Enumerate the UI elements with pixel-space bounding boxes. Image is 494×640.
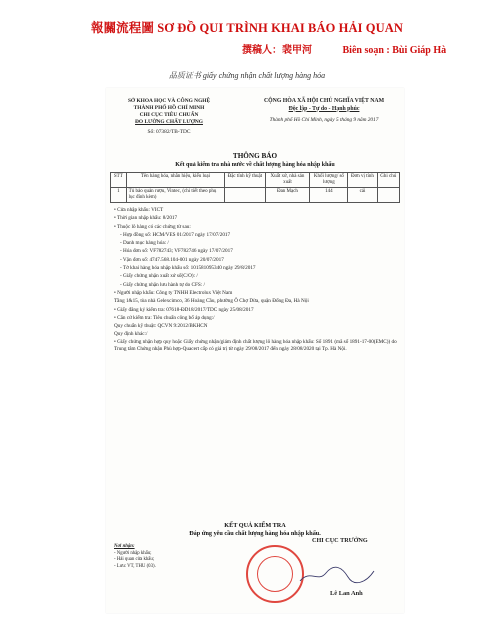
field-customs-declaration — [114, 264, 400, 272]
field-label: - Danh mục hàng hóa — [120, 240, 165, 247]
field-label: - Vận đơn số — [120, 256, 147, 263]
lh-line-1: SỞ KHOA HỌC VÀ CÔNG NGHỆ — [127, 98, 211, 104]
field-label: - Tờ khai hàng hóa nhập khẩu số — [120, 265, 188, 272]
field-certificate: • Giấy chứng nhận hợp quy hoặc Giấy chứng nhận/giám định chất lượng lô hàng hóa nhập khẩu: Số 1891 (mã số 1891-17-00(EMC)) do Trung tâm Chứng nhận Phù hợp-Quacert cấp có giá trị từ ngày 29/08/2017 đến ngày 28/08/2020 tại Tp. Hà Nội. — [114, 338, 397, 353]
col-header: Đơn vị tính — [348, 173, 377, 188]
field-value: : VICT — [148, 207, 164, 213]
field-origin-cert — [114, 272, 400, 280]
table-cell: 144 — [310, 188, 348, 203]
field-address: Tầng 1&15, tòa nhà Gelexcimco, 36 Hoàng Cầu, phường Ô Chợ Dừa, quận Đống Đa, Hà Nội — [114, 298, 309, 305]
result-title: KẾT QUẢ KIỂM TRA — [224, 522, 286, 529]
page-header-authors — [242, 41, 446, 56]
author-vn: Biên soạn : Bùi Giáp Hà — [342, 45, 447, 56]
field-label: - Hóa đơn số — [120, 248, 147, 255]
col-header: STT — [111, 173, 127, 188]
field-value: : VF782743; VF782746 ngày 17/07/2017 — [146, 248, 233, 255]
field-cfs — [114, 281, 400, 289]
field-docs — [114, 223, 400, 231]
signature — [296, 563, 396, 587]
field-label: • Căn cứ kiểm tra — [114, 314, 151, 321]
field-value: : / — [164, 240, 169, 247]
lh-line-4: ĐO LƯỜNG CHẤT LƯỢNG — [135, 119, 203, 125]
field-label: • Thời gian nhập khẩu — [114, 215, 160, 222]
field-value: : Công ty TNHH Electrolux Việt Nam — [153, 289, 233, 296]
field-label: - Giấy chứng nhận lưu hành tự do CFS — [120, 281, 201, 288]
lh-line-2: THÀNH PHỐ HỒ CHÍ MINH — [133, 105, 205, 111]
field-registration — [114, 306, 400, 314]
image-caption: 品质证书 giấy chứng nhận chất lượng hàng hóa — [168, 71, 326, 80]
field-label: - Giấy chứng nhận xuất xứ số(C/O) — [120, 273, 194, 280]
page-header-title: 報關流程圖 SƠ ĐỒ QUI TRÌNH KHAI BÁO HẢI QUAN — [90, 21, 404, 35]
author-cn: 撰稿人：裴甲河 — [242, 45, 312, 56]
field-value: : HCM/VES 01/2017 ngày 17/07/2017 — [149, 231, 231, 238]
field-value: : 8/2017 — [159, 215, 178, 222]
field-value: : 101581095340 ngày 29/8/2017 — [187, 265, 256, 272]
field-value: Quy định khác:/ — [114, 331, 148, 338]
rh-line-2: Độc lập - Tự do - Hạnh phúc — [288, 105, 360, 112]
right-letterhead — [246, 98, 402, 125]
table-cell: Đan Mạch — [265, 188, 310, 203]
doc-number: Số: 07382/TB-TDC — [147, 129, 191, 135]
recipients — [114, 544, 156, 570]
table-cell: Tủ bảo quản rượu, Vintec, (chi tiết theo phụ lục đính kèm) — [126, 188, 225, 203]
table-header-row — [111, 173, 400, 188]
field-label: - Hợp đồng số — [120, 231, 150, 238]
table-cell: 1 — [111, 188, 127, 203]
lh-line-3: CHI CỤC TIÊU CHUẨN — [139, 112, 199, 118]
signer-title: CHI CỤC TRƯỞNG — [312, 537, 368, 544]
field-import-time — [114, 214, 400, 222]
field-importer — [114, 289, 400, 297]
document-body — [114, 206, 400, 354]
result-text: Đáp ứng yêu cầu chất lượng hàng hóa nhập khẩu. — [189, 530, 321, 537]
recipient-item: - Hải quan cửa khẩu; — [114, 557, 155, 563]
col-header: Ghi chú — [377, 173, 399, 188]
field-goods-list — [114, 239, 400, 247]
field-label: • Người nhập khẩu — [114, 289, 154, 296]
field-basis-3 — [114, 330, 400, 338]
notice-subtitle: Kết quả kiểm tra nhà nước về chất lượng hàng hóa nhập khẩu — [175, 162, 335, 168]
left-letterhead — [106, 98, 232, 136]
scanned-document — [106, 88, 404, 613]
field-value: : 4747.568.104-001 ngày 20/07/2017 — [146, 256, 224, 263]
table-cell — [377, 188, 399, 203]
col-header: Khối lượng/ số lượng — [310, 173, 348, 188]
field-basis — [114, 314, 400, 322]
signer-name: Lê Lan Anh — [330, 590, 363, 597]
field-value: : / — [200, 281, 205, 288]
field-label: • Giấy đăng ký kiểm tra — [114, 306, 164, 313]
field-value: : 07618-ĐD18/2017/TDC ngày 25/08/2017 — [163, 306, 254, 313]
date-line: Thành phố Hồ Chí Minh, ngày 5 tháng 9 năm 2017 — [269, 117, 379, 123]
field-basis-2 — [114, 322, 400, 330]
recipient-item: - Lưu: VT, THU (03). — [114, 563, 156, 569]
recipients-title: Nơi nhận: — [114, 544, 135, 549]
inspection-result — [106, 522, 404, 538]
field-import-gate — [114, 206, 400, 214]
table-row — [111, 188, 400, 203]
field-invoice — [114, 247, 400, 255]
field-bill-of-lading — [114, 256, 400, 264]
rh-line-1: CỘNG HÒA XÃ HỘI CHỦ NGHĨA VIỆT NAM — [263, 98, 385, 104]
table-cell — [225, 188, 265, 203]
col-header: Tên hàng hóa, nhãn hiệu, kiểu loại — [126, 173, 225, 188]
col-header: Đặc tính kỹ thuật — [225, 173, 265, 188]
table-cell: cái — [348, 188, 377, 203]
field-value: Quy chuẩn kỹ thuật: QCVN 9:2012/BKHCN — [114, 323, 208, 330]
field-label: • Cửa nhập khẩu — [114, 207, 149, 213]
field-value: : Tiêu chuẩn công bố áp dụng:/ — [150, 314, 215, 321]
col-header: Xuất xứ, nhà sản xuất — [265, 173, 310, 188]
goods-table — [110, 172, 400, 203]
field-contract — [114, 231, 400, 239]
field-label: • Thuộc lô hàng có các chứng từ sau: — [114, 223, 191, 230]
field-value: : / — [193, 273, 198, 280]
seal-inner-ring — [257, 556, 293, 592]
notice-heading — [106, 152, 404, 170]
notice-title: THÔNG BÁO — [232, 152, 278, 160]
recipient-item: - Người nhập khẩu; — [114, 550, 152, 556]
